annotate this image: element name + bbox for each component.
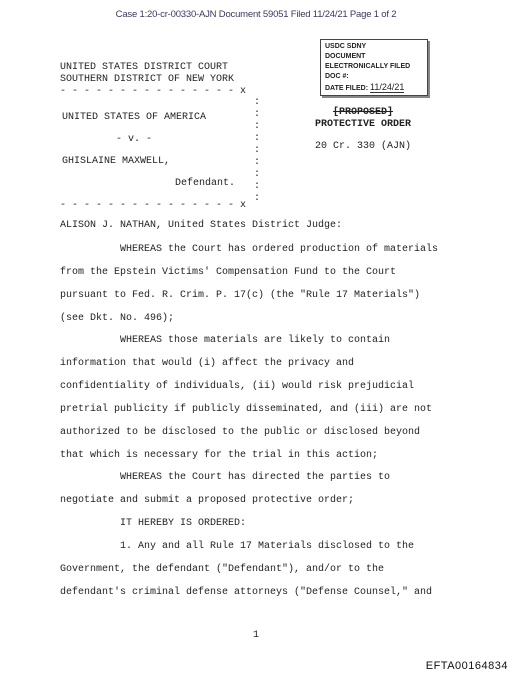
body-line: that which is necessary for the trial in this action; (60, 450, 379, 461)
caption-colon: : (254, 97, 261, 108)
stamp-line: DOC #: (325, 73, 349, 80)
body-line: defendant's criminal defense attorneys ("Defense Counsel," and (60, 587, 433, 598)
body-line: WHEREAS the Court has directed the parties to (120, 472, 391, 483)
body-line: ALISON J. NATHAN, United States District Judge: (60, 220, 343, 231)
body-line: pretrial publicity if publicly disseminated, and (iii) are not (60, 404, 433, 415)
court-name-line1: UNITED STATES DISTRICT COURT (60, 62, 229, 73)
caption-colon: : (254, 169, 261, 180)
body-line: WHEREAS those materials are likely to contain (120, 335, 391, 346)
stamp-date-label: DATE FILED: (325, 85, 369, 92)
document-id: EFTA00164834 (425, 660, 508, 672)
party-plaintiff: UNITED STATES OF AMERICA (62, 112, 207, 123)
filing-stamp (320, 39, 428, 96)
ecf-header: Case 1:20-cr-00330-AJN Document 59051 Filed 11/24/21 Page 1 of 2 (115, 9, 397, 20)
caption-colon: : (254, 133, 261, 144)
caption-dashes-bottom: - - - - - - - - - - - - - - - x (60, 200, 247, 211)
caption-colon: : (254, 109, 261, 120)
order-title: PROTECTIVE ORDER (315, 119, 412, 130)
body-line: pursuant to Fed. R. Crim. P. 17(c) (the "Rule 17 Materials") (60, 290, 421, 301)
caption-colon: : (254, 181, 261, 192)
stamp-line: USDC SDNY (325, 43, 367, 50)
body-line: authorized to be disclosed to the public or disclosed beyond (60, 427, 421, 438)
versus: - v. - (116, 134, 153, 145)
body-line: from the Epstein Victims' Compensation Fund to the Court (60, 267, 397, 278)
body-line: IT HEREBY IS ORDERED: (120, 518, 247, 529)
defendant-role: Defendant. (175, 178, 236, 189)
stamp-line: ELECTRONICALLY FILED (325, 63, 411, 70)
stamp-date-value: 11/24/21 (370, 82, 405, 92)
party-defendant: GHISLAINE MAXWELL, (62, 156, 171, 167)
body-line: (see Dkt. No. 496); (60, 313, 175, 324)
caption-dashes-top: - - - - - - - - - - - - - - - x (60, 86, 247, 97)
caption-colon: : (254, 157, 261, 168)
body-line: confidentiality of individuals, (ii) would risk prejudicial (60, 381, 415, 392)
caption-colon: : (254, 121, 261, 132)
body-line: 1. Any and all Rule 17 Materials disclosed to the (120, 541, 415, 552)
body-line: WHEREAS the Court has ordered production of materials (120, 244, 439, 255)
stamp-date-row (325, 82, 423, 94)
body-line: Government, the defendant ("Defendant"), and/or to the (60, 564, 385, 575)
stamp-line: DOCUMENT (325, 53, 366, 60)
body-line: information that would (i) affect the privacy and (60, 358, 355, 369)
case-number: 20 Cr. 330 (AJN) (315, 141, 412, 152)
proposed-struck: [PROPOSED] (333, 107, 394, 118)
body-line: negotiate and submit a proposed protective order; (60, 495, 355, 506)
page-number: 1 (253, 630, 260, 641)
caption-colon: : (254, 193, 261, 204)
court-name-line2: SOUTHERN DISTRICT OF NEW YORK (60, 74, 235, 85)
caption-colon: : (254, 145, 261, 156)
